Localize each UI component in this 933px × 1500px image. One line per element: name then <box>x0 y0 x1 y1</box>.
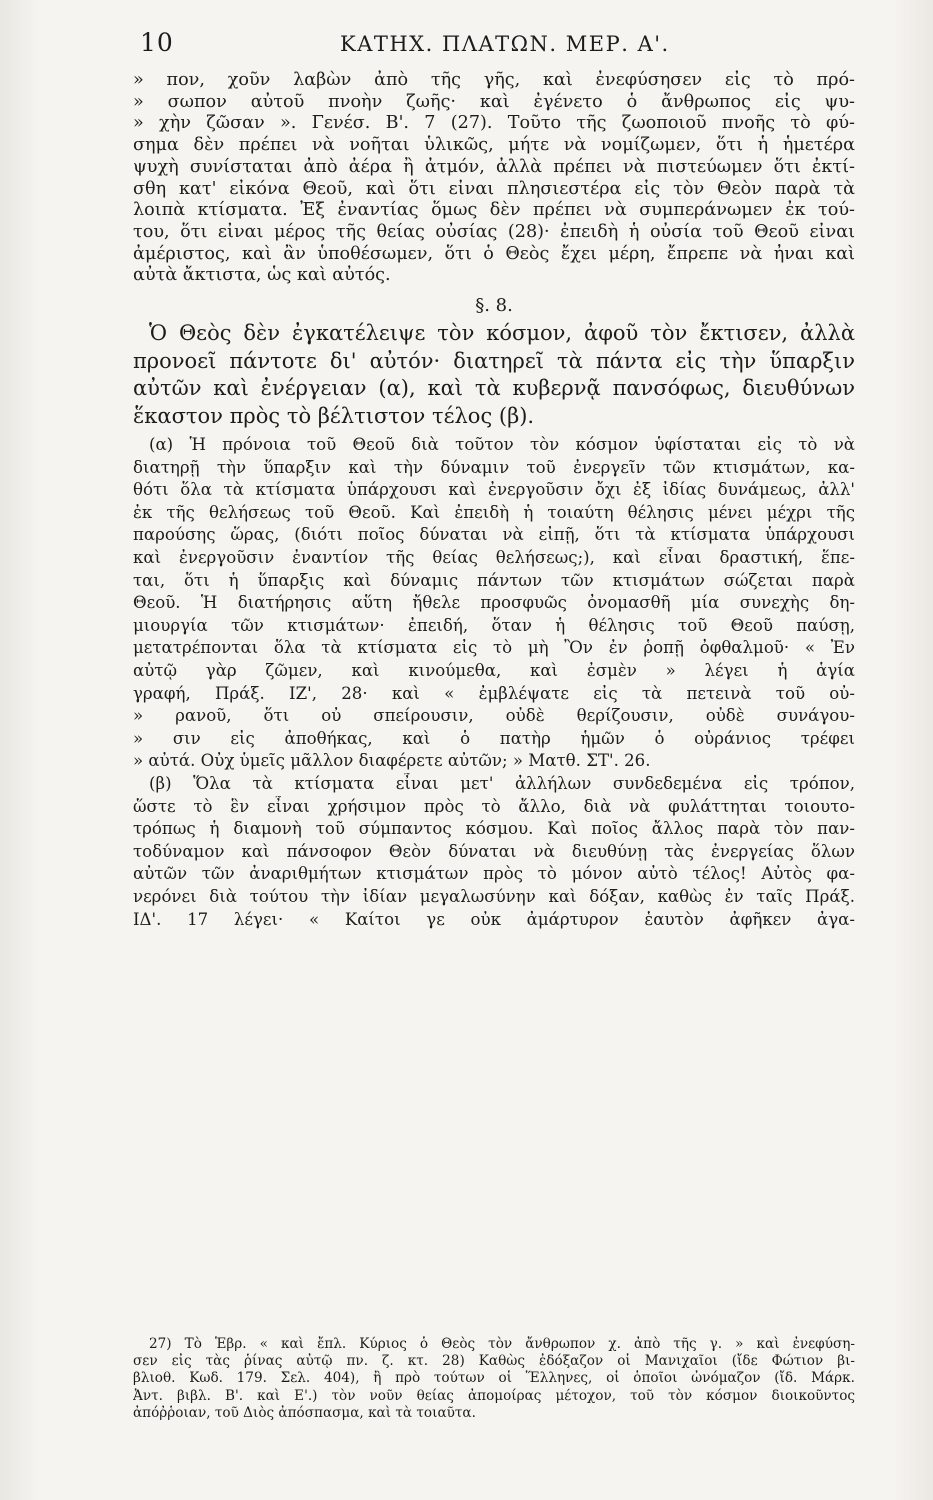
running-head: ΚΑΤΗΧ. ΠΛΑΤΩΝ. ΜΕΡ. Α'. <box>340 32 670 56</box>
text-line: ψυχὴ συνίσταται ἀπὸ ἀέρα ἢ ἀτμόν, ἀλλὰ πρέπει νὰ πιστεύωμεν ὅτι ἐκτί- <box>133 156 855 177</box>
text-line: ἀμέριστος, καὶ ἂν ὑποθέσωμεν, ὅτι ὁ Θεὸς ἔχει μέρη, ἔπρεπε νὰ ἦναι καὶ <box>133 243 855 264</box>
paragraph-2 <box>133 320 855 430</box>
text-line: αὐτῶν τῶν ἀναριθμήτων κτισμάτων πρὸς τὸ μόνον αὐτὸ τέλος! Αὐτὸς φα- <box>133 864 855 884</box>
text-line: ὥστε τὸ ἓν εἶναι χρήσιμον πρὸς τὸ ἄλλο, διὰ νὰ φυλάττηται τοιουτο- <box>133 796 855 816</box>
text-line: » σωπον αὐτοῦ πνοὴν ζωῆς· καὶ ἐγένετο ὁ ἄνθρωπος εἰς ψυ- <box>133 91 855 112</box>
text-line: μιουργία τῶν κτισμάτων· ἐπειδή, ὅταν ἡ θέλησις τοῦ Θεοῦ παύσῃ, <box>133 615 855 635</box>
text-line: καὶ ἐνεργοῦσιν ἐναντίον τῆς θείας θελήσεως;), καὶ εἶναι δραστική, ἕπε- <box>133 548 855 567</box>
text-line: προνοεῖ πάντοτε δι' αὐτόν· διατηρεῖ τὰ πάντα εἰς τὴν ὕπαρξιν <box>133 348 855 373</box>
text-line: σθη κατ' εἰκόνα Θεοῦ, καὶ ὅτι εἶναι πλησιεστέρα εἰς τὸν Θεὸν παρὰ τὰ <box>133 178 855 199</box>
footnote-line: σεν εἰς τὰς ῥίνας αὐτῷ πν. ζ. κτ. 28) Καθὼς ἐδόξαζον οἱ Μανιχαῖοι (ἴδε Φώτιον βι- <box>133 1353 855 1370</box>
section-heading: §. 8. <box>475 295 513 317</box>
text-line: ἐκ τῆς θελήσεως τοῦ Θεοῦ. Καὶ ἐπειδὴ ἡ τοιαύτη θέλησις μένει μέχρι τῆς <box>133 502 855 522</box>
footnotes <box>133 1336 855 1422</box>
note-a <box>133 434 855 773</box>
main-text <box>133 70 855 931</box>
text-line: » χὴν ζῶσαν ». Γενέσ. Β'. 7 (27). Τοῦτο τῆς ζωοποιοῦ πνοῆς τὸ φύ- <box>133 113 855 134</box>
text-line: ΙΔ'. 17 λέγει· « Καίτοι γε οὐκ ἀμάρτυρον ἑαυτὸν ἀφῆκεν ἀγα- <box>133 909 855 929</box>
footnote-line: Ἀντ. βιβλ. Β'. καὶ Ε'.) τὸν νοῦν θείας ἀπομοίρας μέτοχον, τοῦ τὸν κόσμον διοικοῦντος <box>133 1387 855 1404</box>
page-header <box>140 28 860 62</box>
text-line: » σιν εἰς ἀποθήκας, καὶ ὁ πατὴρ ἡμῶν ὁ οὐράνιος τρέφει <box>133 728 855 748</box>
text-line: » πον, χοῦν λαβὼν ἀπὸ τῆς γῆς, καὶ ἐνεφύσησεν εἰς τὸ πρό- <box>133 70 855 90</box>
text-line: θότι ὅλα τὰ κτίσματα ὑπάρχουσι καὶ ἐνεργοῦσιν ὄχι ἐξ ἰδίας δυνάμεως, ἀλλ' <box>133 480 855 500</box>
page-number: 10 <box>140 28 174 57</box>
text-line: τρόπως ἡ διαμονὴ τοῦ σύμπαντος κόσμου. Καὶ ποῖος ἄλλος παρὰ τὸν παν- <box>133 819 855 839</box>
text-line: σημα δὲν πρέπει νὰ νοῆται ὑλικῶς, μήτε νὰ νομίζωμεν, ὅτι ἡ ἡμετέρα <box>133 135 855 156</box>
text-line: νερόνει διὰ τούτου τὴν ἰδίαν μεγαλωσύνην καὶ δόξαν, καθὼς ἐν ταῖς Πράξ. <box>133 886 855 906</box>
footnote-line: ἀπόῤῥοιαν, τοῦ Διὸς ἀπόσπασμα, καὶ τὰ τοιαῦτα. <box>133 1404 476 1421</box>
text-line: αὐτῶν καὶ ἐνέργειαν (α), καὶ τὰ κυβερνᾷ πανσόφως, διευθύνων <box>133 376 855 401</box>
footnote-line: βλιοθ. Κωδ. 179. Σελ. 404), ἢ πρὸ τούτων οἱ Ἕλληνες, οἱ ὁποῖοι ὠνόμαζον (ἴδ. Μάρκ. <box>133 1370 855 1387</box>
text-line: διατηρῇ τὴν ὕπαρξιν καὶ τὴν δύναμιν τοῦ ἐνεργεῖν τῶν κτισμάτων, κα- <box>133 457 855 477</box>
footnote-line: 27) Τὸ Ἑβρ. « καὶ ἔπλ. Κύριος ὁ Θεὸς τὸν ἄνθρωπον χ. ἀπὸ τῆς γ. » καὶ ἐνεφύση- <box>149 1336 855 1352</box>
text-line: αὐτὰ ἄκτιστα, ὡς καὶ αὐτός. <box>133 265 391 286</box>
text-line: μετατρέπονται ὅλα τὰ κτίσματα εἰς τὸ μὴ Ὂν ἐν ῥοπῇ ὀφθαλμοῦ· « Ἐν <box>133 638 855 658</box>
text-line: (α) Ἡ πρόνοια τοῦ Θεοῦ διὰ τοῦτον τὸν κόσμον ὑφίσταται εἰς τὸ νὰ <box>149 435 855 455</box>
note-b <box>133 773 855 931</box>
text-line: Ὁ Θεὸς δὲν ἐγκατέλειψε τὸν κόσμον, ἀφοῦ τὸν ἔκτισεν, ἀλλὰ <box>149 321 855 346</box>
text-line: του, ὅτι εἶναι μέρος τῆς θείας οὐσίας (28)· ἐπειδὴ ἡ οὐσία τοῦ Θεοῦ εἶναι <box>133 221 855 242</box>
text-line: αὐτῷ γὰρ ζῶμεν, καὶ κινούμεθα, καὶ ἐσμὲν » λέγει ἡ ἁγία <box>133 660 855 680</box>
text-line: τοδύναμον καὶ πάνσοφον Θεὸν δύναται νὰ διευθύνῃ τὰς ἐνεργείας ὅλων <box>133 841 855 861</box>
text-line: παρούσης ὥρας, (διότι ποῖος δύναται νὰ εἰπῇ, ὅτι τὰ κτίσματα ὑπάρχουσι <box>133 525 855 545</box>
text-line: (β) Ὅλα τὰ κτίσματα εἶναι μετ' ἀλλήλων συνδεδεμένα εἰς τρόπον, <box>149 773 855 793</box>
text-line: γραφή, Πράξ. ΙΖ', 28· καὶ « ἐμβλέψατε εἰς τὰ πετεινὰ τοῦ οὐ- <box>133 683 855 703</box>
paragraph-1 <box>133 70 855 287</box>
text-line: ἕκαστον πρὸς τὸ βέλτιστον τέλος (β). <box>133 403 535 428</box>
text-line: » ρανοῦ, ὅτι οὐ σπείρουσιν, οὐδὲ θερίζουσιν, οὐδὲ συνάγου- <box>133 706 855 726</box>
text-line: » αὐτά. Οὐχ ὑμεῖς μᾶλλον διαφέρετε αὐτῶν; » Ματθ. ΣΤ'. 26. <box>133 751 651 771</box>
text-line: Θεοῦ. Ἡ διατήρησις αὕτη ἤθελε προσφυῶς ὀνομασθῆ μία συνεχὴς δη- <box>133 593 855 613</box>
text-line: ται, ὅτι ἡ ὕπαρξις καὶ δύναμις πάντων τῶν κτισμάτων σώζεται παρὰ <box>133 570 855 590</box>
text-line: λοιπὰ κτίσματα. Ἐξ ἐναντίας ὅμως δὲν πρέπει νὰ συμπεράνωμεν ἐκ τού- <box>133 200 855 221</box>
